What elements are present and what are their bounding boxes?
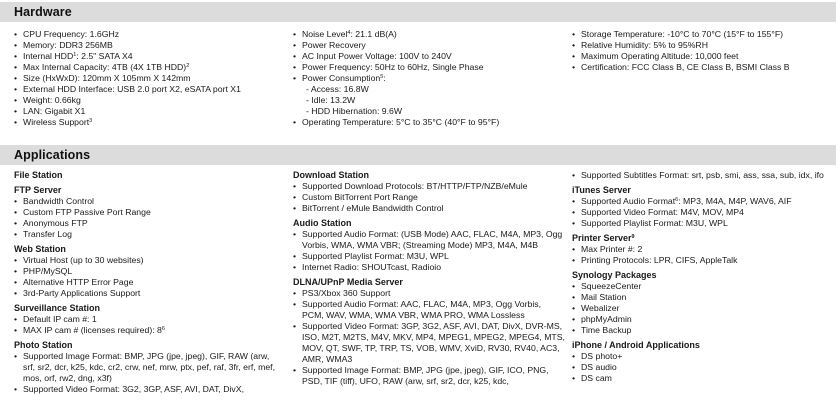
feature-text: SqueezeCenter	[581, 281, 642, 291]
feature-item	[14, 384, 282, 395]
section-heading: Surveillance Station	[14, 303, 101, 313]
applications-column-2	[293, 170, 565, 387]
spec-item	[14, 117, 284, 128]
feature-item	[14, 229, 282, 240]
feature-item	[293, 251, 565, 262]
applications-column-3	[572, 170, 830, 384]
feature-text: PHP/MySQL	[23, 266, 73, 276]
section-heading-text: Printer Server	[572, 233, 632, 243]
feature-text: Max Printer #: 2	[581, 244, 643, 254]
spec-item	[293, 62, 563, 73]
hardware-header-band	[0, 2, 836, 22]
feature-text: Supported Playlist Format: M3U, WPL	[302, 251, 449, 261]
feature-item	[572, 303, 830, 314]
spec-item	[572, 62, 832, 73]
spec-item	[14, 51, 284, 62]
footnote-marker: 5	[380, 74, 384, 80]
feature-text: Alternative HTTP Error Page	[23, 277, 134, 287]
feature-item	[572, 373, 830, 384]
spec-text: Max Internal Capacity: 4TB (4X 1TB HDD)	[23, 62, 187, 72]
spec-item	[293, 95, 563, 106]
feature-text: Supported Video Format: 3GP, 3G2, ASF, AVI, DAT, DivX, DVR-MS, ISO, M2T, M2TS, M4V, MKV, MP4, MPEG1, MPEG2, MPEG4, MTS, MOV, QT, SWF, TP, TRP, TS, VOB, WMV, XviD, RV30, RV40, AC3, AMR, WMA3	[302, 321, 565, 364]
feature-text: Transfer Log	[23, 229, 72, 239]
feature-text: 3rd-Party Applications Support	[23, 288, 141, 298]
spec-text: Power Recovery	[302, 40, 366, 50]
spec-text: Power Frequency: 50Hz to 60Hz, Single Phase	[302, 62, 484, 72]
spec-text: Noise Level	[302, 29, 348, 39]
feature-list	[14, 196, 282, 240]
spec-text: :	[383, 73, 386, 83]
feature-text: Supported Audio Format: (USB Mode) AAC, FLAC, M4A, MP3, Ogg Vorbis, WMA, WMA VBR; (Streaming Mode) MP3, M4A, M4B	[302, 229, 563, 250]
feature-list	[14, 314, 282, 336]
feature-text: Custom FTP Passive Port Range	[23, 207, 151, 217]
section-heading: Download Station	[293, 170, 369, 180]
section-heading: iPhone / Android Applications	[572, 340, 700, 350]
feature-list	[572, 170, 830, 181]
spec-item	[14, 95, 284, 106]
feature-text: Printing Protocols: LPR, CIFS, AppleTalk	[581, 255, 738, 265]
feature-item	[14, 288, 282, 299]
feature-item	[14, 277, 282, 288]
spec-text: External HDD Interface: USB 2.0 port X2, eSATA port X1	[23, 84, 241, 94]
spec-item	[293, 51, 563, 62]
feature-text: Mail Station	[581, 292, 627, 302]
footnote-marker: 6	[675, 197, 679, 203]
footnote-marker: 1	[73, 52, 77, 58]
feature-text: Time Backup	[581, 325, 632, 335]
spec-text: Storage Temperature: -10°C to 70°C (15°F to 155°F)	[581, 29, 784, 39]
footnote-marker: 4	[347, 30, 351, 36]
spec-text: Power Consumption	[302, 73, 381, 83]
feature-item	[572, 255, 830, 266]
feature-item	[572, 207, 830, 218]
feature-text: : MP3, M4A, M4P, WAV6, AIF	[678, 196, 792, 206]
feature-text: Supported Download Protocols: BT/HTTP/FTP/NZB/eMule	[302, 181, 528, 191]
spec-text: Relative Humidity: 5% to 95%RH	[581, 40, 708, 50]
hardware-column-2	[293, 29, 563, 128]
feature-text: Supported Video Format: 3G2, 3GP, ASF, AVI, DAT, DivX,	[23, 384, 244, 394]
feature-text: Webalizer	[581, 303, 620, 313]
spec-item	[572, 40, 832, 51]
footnote-marker: 9	[631, 234, 635, 240]
feature-text: Supported Video Format: M4V, MOV, MP4	[581, 207, 744, 217]
feature-item	[14, 196, 282, 207]
feature-item	[14, 207, 282, 218]
feature-list	[572, 351, 830, 384]
spec-text: Maximum Operating Altitude: 10,000 feet	[581, 51, 739, 61]
footnote-marker: 3	[89, 118, 93, 124]
feature-text: DS audio	[581, 362, 617, 372]
feature-text: BitTorrent / eMule Bandwidth Control	[302, 203, 444, 213]
feature-item	[293, 288, 565, 299]
feature-list	[14, 255, 282, 299]
feature-text: DS cam	[581, 373, 612, 383]
feature-item	[14, 351, 282, 384]
spec-text: Wireless Support	[23, 117, 90, 127]
section-heading: Synology Packages	[572, 270, 657, 280]
feature-item	[572, 196, 830, 207]
feature-item	[14, 218, 282, 229]
spec-item	[293, 40, 563, 51]
feature-list	[14, 351, 282, 395]
feature-list	[572, 196, 830, 229]
feature-item	[572, 170, 830, 181]
spec-text: : 2.5" SATA X4	[76, 51, 133, 61]
hardware-heading: Hardware	[14, 5, 72, 19]
feature-item	[572, 351, 830, 362]
spec-item	[14, 40, 284, 51]
footnote-marker: 6	[161, 326, 165, 332]
feature-text: Supported Playlist Format: M3U, WPL	[581, 218, 728, 228]
spec-text: Size (HxWxD): 120mm X 105mm X 142mm	[23, 73, 191, 83]
section-heading: Photo Station	[14, 340, 73, 350]
spec-item	[14, 29, 284, 40]
feature-item	[572, 325, 830, 336]
feature-item	[14, 266, 282, 277]
spec-item	[14, 62, 284, 73]
feature-item	[572, 218, 830, 229]
footnote-marker: 2	[186, 63, 190, 69]
feature-item	[572, 281, 830, 292]
section-heading: FTP Server	[14, 185, 62, 195]
feature-text: phpMyAdmin	[581, 314, 632, 324]
hardware-column-1	[14, 29, 284, 128]
section-heading: Web Station	[14, 244, 66, 254]
feature-item	[293, 321, 565, 365]
spec-text: Certification: FCC Class B, CE Class B, BSMI Class B	[581, 62, 790, 72]
spec-text: - HDD Hibernation: 9.6W	[306, 106, 403, 116]
applications-heading: Applications	[14, 148, 91, 162]
feature-text: Supported Image Format: BMP, JPG (jpe, jpeg), GIF, RAW (arw, srf, sr2, dcr, k25, kdc, cr2, crw, nef, mrw, ptx, pef, raf, 3fr, erf, mef, mos, orf, rw2, dng, x3f)	[23, 351, 276, 383]
spec-text: - Idle: 13.2W	[306, 95, 356, 105]
feature-item	[572, 292, 830, 303]
feature-text: Anonymous FTP	[23, 218, 88, 228]
feature-text: PS3/Xbox 360 Support	[302, 288, 391, 298]
feature-text: Supported Image Format: BMP, JPG (jpe, jpeg), GIF, ICO, PNG, PSD, TIF (tiff), UFO, RAW (arw, srf, sr2, dcr, k25, kdc,	[302, 365, 549, 386]
spec-text: Operating Temperature: 5°C to 35°C (40°F to 95°F)	[302, 117, 500, 127]
spec-item	[293, 29, 563, 40]
feature-list	[293, 229, 565, 273]
section-heading: Audio Station	[293, 218, 352, 228]
spec-item	[14, 106, 284, 117]
spec-text: AC Input Power Voltage: 100V to 240V	[302, 51, 452, 61]
feature-item	[14, 255, 282, 266]
spec-text: - Access: 16.8W	[306, 84, 369, 94]
feature-text: Supported Audio Format: AAC, FLAC, M4A, MP3, Ogg Vorbis, PCM, WAV, WMA, WMA VBR, WMA PRO, WMA Lossless	[302, 299, 542, 320]
feature-item	[14, 314, 282, 325]
feature-item	[572, 244, 830, 255]
feature-list	[293, 288, 565, 387]
spec-text: Weight: 0.66kg	[23, 95, 81, 105]
spec-text: : 21.1 dB(A)	[350, 29, 397, 39]
hardware-column-3	[572, 29, 832, 73]
spec-item	[14, 84, 284, 95]
feature-item	[14, 325, 282, 336]
spec-item	[572, 51, 832, 62]
spec-item	[293, 84, 563, 95]
feature-list	[572, 281, 830, 336]
section-heading: iTunes Server	[572, 185, 631, 195]
feature-text: Supported Audio Format	[581, 196, 676, 206]
feature-item	[293, 365, 565, 387]
feature-text: Default IP cam #: 1	[23, 314, 97, 324]
section-heading: File Station	[14, 170, 63, 180]
feature-text: Supported Subtitles Format: srt, psb, smi, ass, ssa, sub, idx, ifo	[581, 170, 824, 180]
feature-text: Virtual Host (up to 30 websites)	[23, 255, 144, 265]
section-heading: DLNA/UPnP Media Server	[293, 277, 403, 287]
feature-item	[293, 229, 565, 251]
applications-column-1	[14, 170, 282, 395]
spec-text: Memory: DDR3 256MB	[23, 40, 113, 50]
feature-item	[293, 299, 565, 321]
feature-text: Bandwidth Control	[23, 196, 94, 206]
spec-text: Internal HDD	[23, 51, 74, 61]
applications-header-band	[0, 145, 836, 165]
section-heading	[572, 233, 830, 244]
feature-text: DS photo+	[581, 351, 623, 361]
spec-item	[14, 73, 284, 84]
feature-item	[293, 181, 565, 192]
feature-item	[572, 314, 830, 325]
spec-item	[293, 106, 563, 117]
feature-item	[293, 192, 565, 203]
spec-item	[293, 73, 563, 84]
spec-text: CPU Frequency: 1.6GHz	[23, 29, 120, 39]
feature-text: MAX IP cam # (licenses required): 8	[23, 325, 162, 335]
feature-text: Custom BitTorrent Port Range	[302, 192, 418, 202]
feature-text: Internet Radio: SHOUTcast, Radioio	[302, 262, 442, 272]
feature-item	[293, 203, 565, 214]
feature-item	[572, 362, 830, 373]
feature-item	[293, 262, 565, 273]
spec-item	[572, 29, 832, 40]
feature-list	[572, 244, 830, 266]
spec-item	[293, 117, 563, 128]
feature-list	[293, 181, 565, 214]
spec-text: LAN: Gigabit X1	[23, 106, 86, 116]
